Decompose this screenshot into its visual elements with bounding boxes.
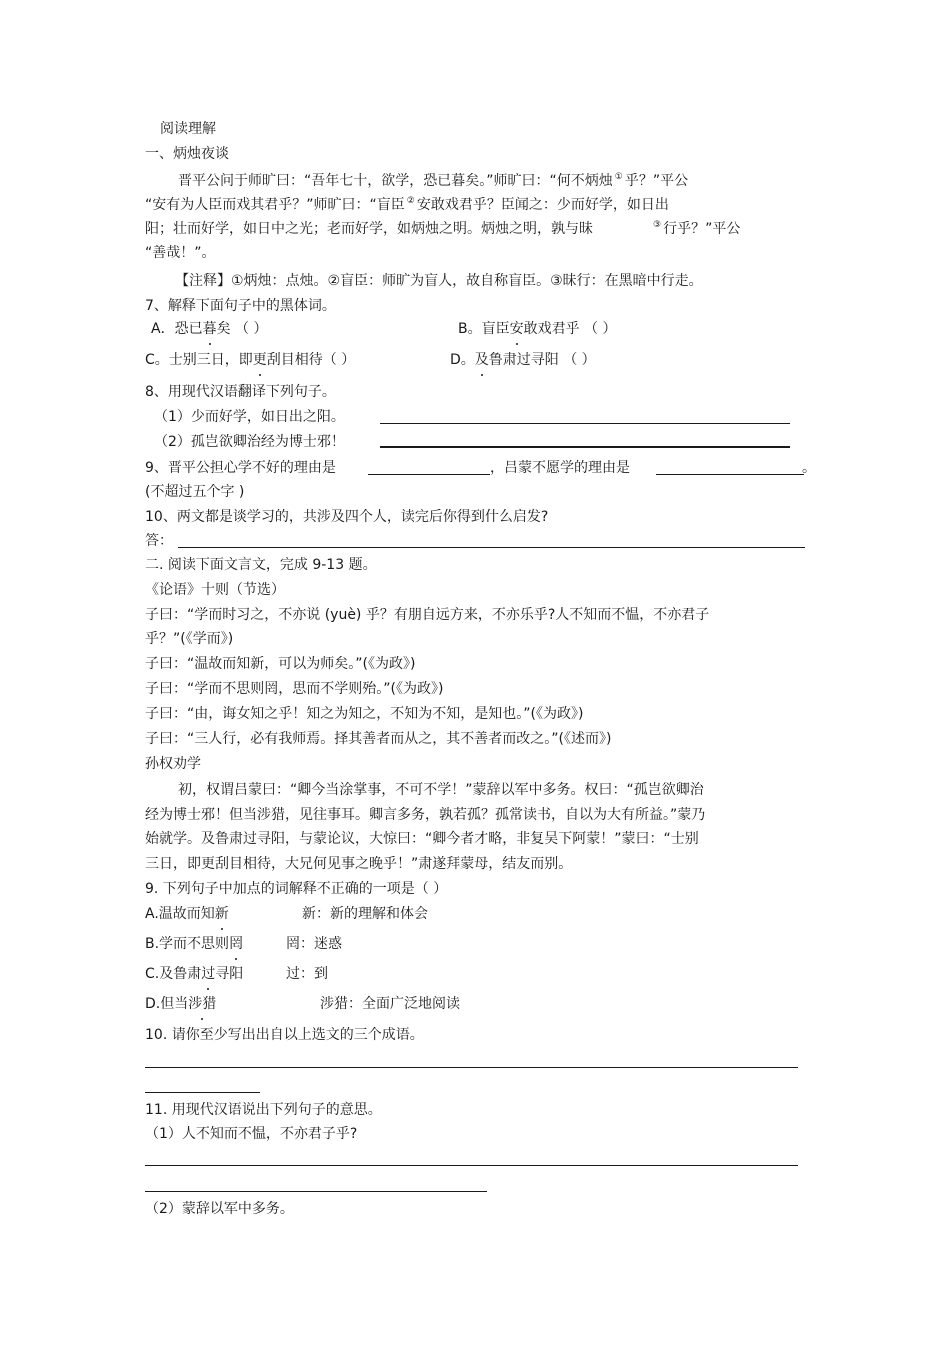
footnote-marker-1: ① xyxy=(614,172,623,182)
question-8-item-2: （2）孤岂欲卿治经为博士邪！ xyxy=(154,434,345,450)
question-11-item-2: （2）蒙辞以军中多务。 xyxy=(145,1201,294,1217)
lunyu-line-5: 子曰：“由，诲女知之乎！知之为知之，不知为不知，是知也。”(《为政》) xyxy=(145,706,584,722)
lunyu-line-4: 子曰：“学而不思则罔，思而不学则殆。”(《为政》) xyxy=(145,681,444,697)
sunquan-line-3: 始就学。及鲁肃过寻阳，与蒙论议，大惊曰：“卿今者才略，非复吴下阿蒙！”蒙曰：“士别 xyxy=(145,831,699,847)
question-8-item-1: （1）少而好学，如日出之阳。 xyxy=(154,409,345,425)
lunyu-line-6: 子曰：“三人行，必有我师焉。择其善者而从之，其不善者而改之。”(《述而》) xyxy=(145,731,612,747)
answer-line-10[interactable] xyxy=(178,547,805,548)
passage-1-line-3: 阳；壮而好学，如日中之光；老而好学，如炳烛之明。炳烛之明，孰与昧 ③ 行乎？”平公 xyxy=(145,220,741,237)
passage-1-line-4: “善哉！”。 xyxy=(145,245,216,261)
passage-1-line-1: 晋平公问于师旷曰：“吾年七十，欲学，恐已暮矣。”师旷曰：“何不炳烛 ① 乎？”平公 xyxy=(178,172,689,189)
question-9-mid: ，吕蒙不愿学的理由是 xyxy=(490,460,630,476)
answer-line-11-1b[interactable] xyxy=(145,1191,487,1192)
option-a: A.温故而知新 xyxy=(145,906,229,922)
section-heading-1: 一、炳烛夜谈 xyxy=(145,146,229,162)
page-title: 阅读理解 xyxy=(160,121,216,137)
lunyu-line-1: 子曰：“学而时习之，不亦说 (yuè) 乎？有朋自远方来，不亦乐乎?人不知而不愠，不亦君子 xyxy=(145,607,710,623)
question-7-option-c: C。士别三日，即更刮目相待（ ） xyxy=(145,352,356,368)
question-7-option-b: B。盲臣安敢戏君乎 （ ） xyxy=(458,321,617,337)
answer-line-10b-1[interactable] xyxy=(145,1067,798,1068)
option-a-explanation: 新：新的理解和体会 xyxy=(302,906,428,922)
question-10b: 10. 请你至少写出出自以上选文的三个成语。 xyxy=(145,1027,424,1043)
question-9-note: (不超过五个字 ) xyxy=(145,484,245,500)
lunyu-title: 《论语》十则（节选） xyxy=(145,582,285,598)
option-b-explanation: 罔：迷惑 xyxy=(286,936,342,952)
answer-line-8-2[interactable] xyxy=(380,446,790,448)
question-9-line: 9、晋平公担心学不好的理由是 xyxy=(145,460,336,476)
footnote-marker-2: ② xyxy=(406,196,415,206)
annotation-note: 【注释】①炳烛：点烛。②盲臣：师旷为盲人，故自称盲臣。③昧行：在黑暗中行走。 xyxy=(175,273,703,289)
option-d: D.但当涉猎 xyxy=(145,996,217,1012)
question-10-answer-label: 答： xyxy=(145,533,173,549)
passage-1-line-2: “安有为人臣而戏其君乎？”师旷曰：“盲臣 ② 安敢戏君乎？臣闻之：少而好学，如日出 xyxy=(145,196,669,213)
option-b: B.学而不思则罔 xyxy=(145,936,244,952)
question-11-item-1: （1）人不知而不愠，不亦君子乎? xyxy=(145,1126,358,1142)
question-10: 10、两文都是谈学习的，共涉及四个人，读完后你得到什么启发? xyxy=(145,509,549,525)
footnote-marker-3: ③ xyxy=(653,220,662,230)
lunyu-line-3: 子曰：“温故而知新，可以为师矣。”(《为政》) xyxy=(145,656,416,672)
option-c: C.及鲁肃过寻阳 xyxy=(145,966,244,982)
answer-line-9-2[interactable] xyxy=(656,474,804,475)
answer-line-11-1a[interactable] xyxy=(145,1165,798,1166)
question-7: 7、解释下面句子中的黑体词。 xyxy=(145,298,336,314)
sunquan-line-1: 初，权谓吕蒙曰：“卿今当涂掌事，不可不学！”蒙辞以军中多务。权曰：“孤岂欲卿治 xyxy=(178,782,704,798)
sunquan-line-2: 经为博士邪！但当涉猎，见往事耳。卿言多务，孰若孤？孤常读书，自以为大有所益。”蒙乃 xyxy=(145,807,706,823)
question-11: 11. 用现代汉语说出下列句子的意思。 xyxy=(145,1102,382,1118)
sunquan-title: 孙权劝学 xyxy=(145,756,201,772)
section-heading-2: 二. 阅读下面文言文，完成 9-13 题。 xyxy=(145,557,377,573)
option-d-explanation: 涉猎：全面广泛地阅读 xyxy=(320,996,460,1012)
question-7-option-a: A．恐已暮矣 （ ） xyxy=(151,321,268,337)
sunquan-line-4: 三日，即更刮目相待，大兄何见事之晚乎！”肃遂拜蒙母，结友而别。 xyxy=(145,856,573,872)
question-9b: 9. 下列句子中加点的词解释不正确的一项是（ ） xyxy=(145,881,448,897)
question-7-option-d: D。及鲁肃过寻阳 （ ） xyxy=(450,352,596,368)
option-c-explanation: 过：到 xyxy=(286,966,328,982)
question-8: 8、用现代汉语翻译下列句子。 xyxy=(145,384,336,400)
lunyu-line-2: 乎？”(《学而》) xyxy=(145,631,234,647)
question-9-end: 。 xyxy=(802,460,816,476)
answer-line-8-1[interactable] xyxy=(380,423,790,424)
answer-line-10b-2[interactable] xyxy=(145,1092,260,1093)
answer-line-9-1[interactable] xyxy=(368,474,490,475)
